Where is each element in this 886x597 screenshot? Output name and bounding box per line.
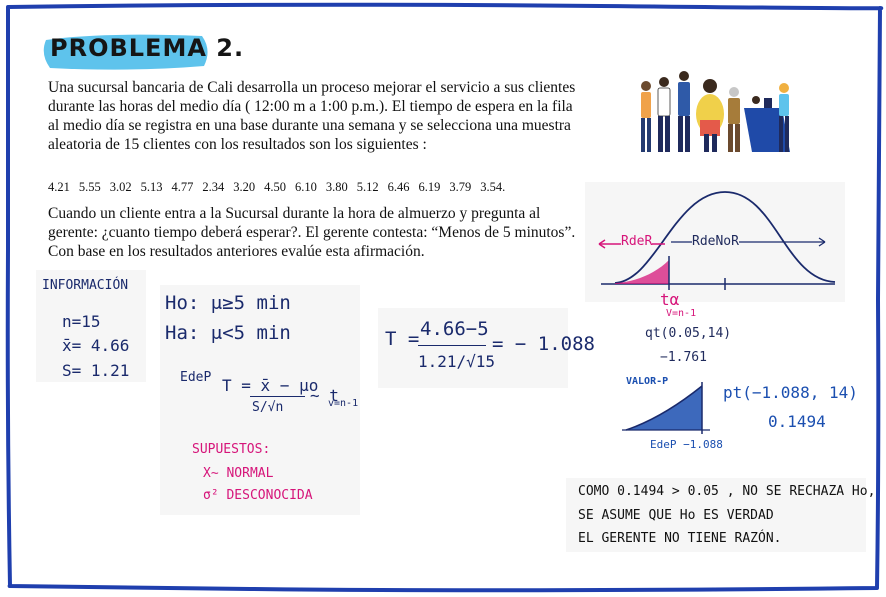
question-statement: Cuando un cliente entra a la Sucursal durante la hora de almuerzo y pregunta al gerente: ¿cuanto tiempo deberá esperar?. El gerente contesta: “Menos de 5 minutos”. Con base en los resultados anteriores evalúe esta afirmación. xyxy=(48,205,576,260)
non-rejection-region-label: RdeNoR xyxy=(692,234,739,249)
person-1 xyxy=(641,81,651,152)
data-value: 3.20 xyxy=(233,180,256,194)
conclusion-line-2: SE ASUME QUE Ho ES VERDAD xyxy=(578,508,774,523)
t-result: = − 1.088 xyxy=(492,333,595,355)
sample-data xyxy=(48,180,514,195)
pt-value: 0.1494 xyxy=(768,412,826,431)
p-value-statistic-label: EdeP −1.088 xyxy=(650,438,723,451)
data-value: 6.46 xyxy=(387,180,410,194)
test-statistic-label: EdeP xyxy=(180,370,212,385)
problem-title: PROBLEMA 2. xyxy=(50,34,245,62)
alt-hypothesis: Ha: μ<5 min xyxy=(165,322,291,344)
qt-call: qt(0.05,14) xyxy=(645,326,732,341)
t-denominator: 1.21/√15 xyxy=(418,352,496,371)
sample-mean: x̄= 4.66 xyxy=(62,336,130,355)
person-3 xyxy=(678,71,690,152)
test-statistic-dist: ∼ t xyxy=(310,386,339,405)
person-5 xyxy=(728,87,740,152)
t-fraction-bar xyxy=(418,345,486,346)
queue-illustration xyxy=(632,68,798,156)
conclusion-line-3: EL GERENTE NO TIENE RAZÓN. xyxy=(578,531,782,546)
data-value: 3.54. xyxy=(480,180,506,194)
data-value: 4.21 xyxy=(48,180,70,194)
problem-statement: Una sucursal bancaria de Cali desarrolla un proceso mejorar el servicio a sus clientes durante las horas del medio día ( 12:00 m a 1:00 p.m.). El tiempo de espera en la fila al medio día se registra en una base durante una semana y se selecciona una muestra aleatoria de 15 clientes con los resultados son los siguientes : xyxy=(48,79,576,153)
test-statistic-formula: T = x̄ − μo xyxy=(222,376,319,395)
conclusion-line-1: COMO 0.1494 > 0.05 , NO SE RECHAZA Ho, xyxy=(578,484,876,499)
test-statistic-denominator: S/√n xyxy=(252,400,284,415)
data-value: 3.02 xyxy=(109,180,132,194)
null-hypothesis: Ho: μ≥5 min xyxy=(165,292,291,314)
rejection-region-label: RdeR xyxy=(621,234,653,249)
data-value: 2.34 xyxy=(202,180,225,194)
p-value-label: VALOR-P xyxy=(626,376,669,387)
t-numerator: 4.66−5 xyxy=(420,318,489,340)
p-value-graph xyxy=(622,378,712,438)
info-heading: INFORMACIÓN xyxy=(42,278,129,293)
data-value: 6.19 xyxy=(418,180,441,194)
data-value: 5.12 xyxy=(356,180,379,194)
data-value: 5.55 xyxy=(78,180,101,194)
degrees-of-freedom: v=n-1 xyxy=(328,398,359,409)
data-value: 3.80 xyxy=(325,180,348,194)
sample-sd: S= 1.21 xyxy=(62,361,130,380)
data-value: 6.10 xyxy=(295,180,317,194)
sample-size: n=15 xyxy=(62,312,101,331)
t-lhs: T = xyxy=(385,328,420,350)
critical-df-label: V=n-1 xyxy=(666,308,697,319)
person-4 xyxy=(696,79,724,152)
data-value: 4.77 xyxy=(171,180,194,194)
assumption-variance: σ² DESCONOCIDA xyxy=(203,488,313,503)
pt-call: pt(−1.088, 14) xyxy=(723,383,858,402)
assumption-normal: X∼ NORMAL xyxy=(203,466,274,481)
qt-value: −1.761 xyxy=(660,350,707,365)
formula-fraction-bar xyxy=(250,396,305,397)
assumptions-heading: SUPUESTOS: xyxy=(192,442,271,457)
data-value: 5.13 xyxy=(140,180,163,194)
person-2 xyxy=(658,77,670,152)
data-value: 4.50 xyxy=(264,180,286,194)
critical-value-label: tα xyxy=(660,290,680,309)
data-value: 3.79 xyxy=(449,180,472,194)
